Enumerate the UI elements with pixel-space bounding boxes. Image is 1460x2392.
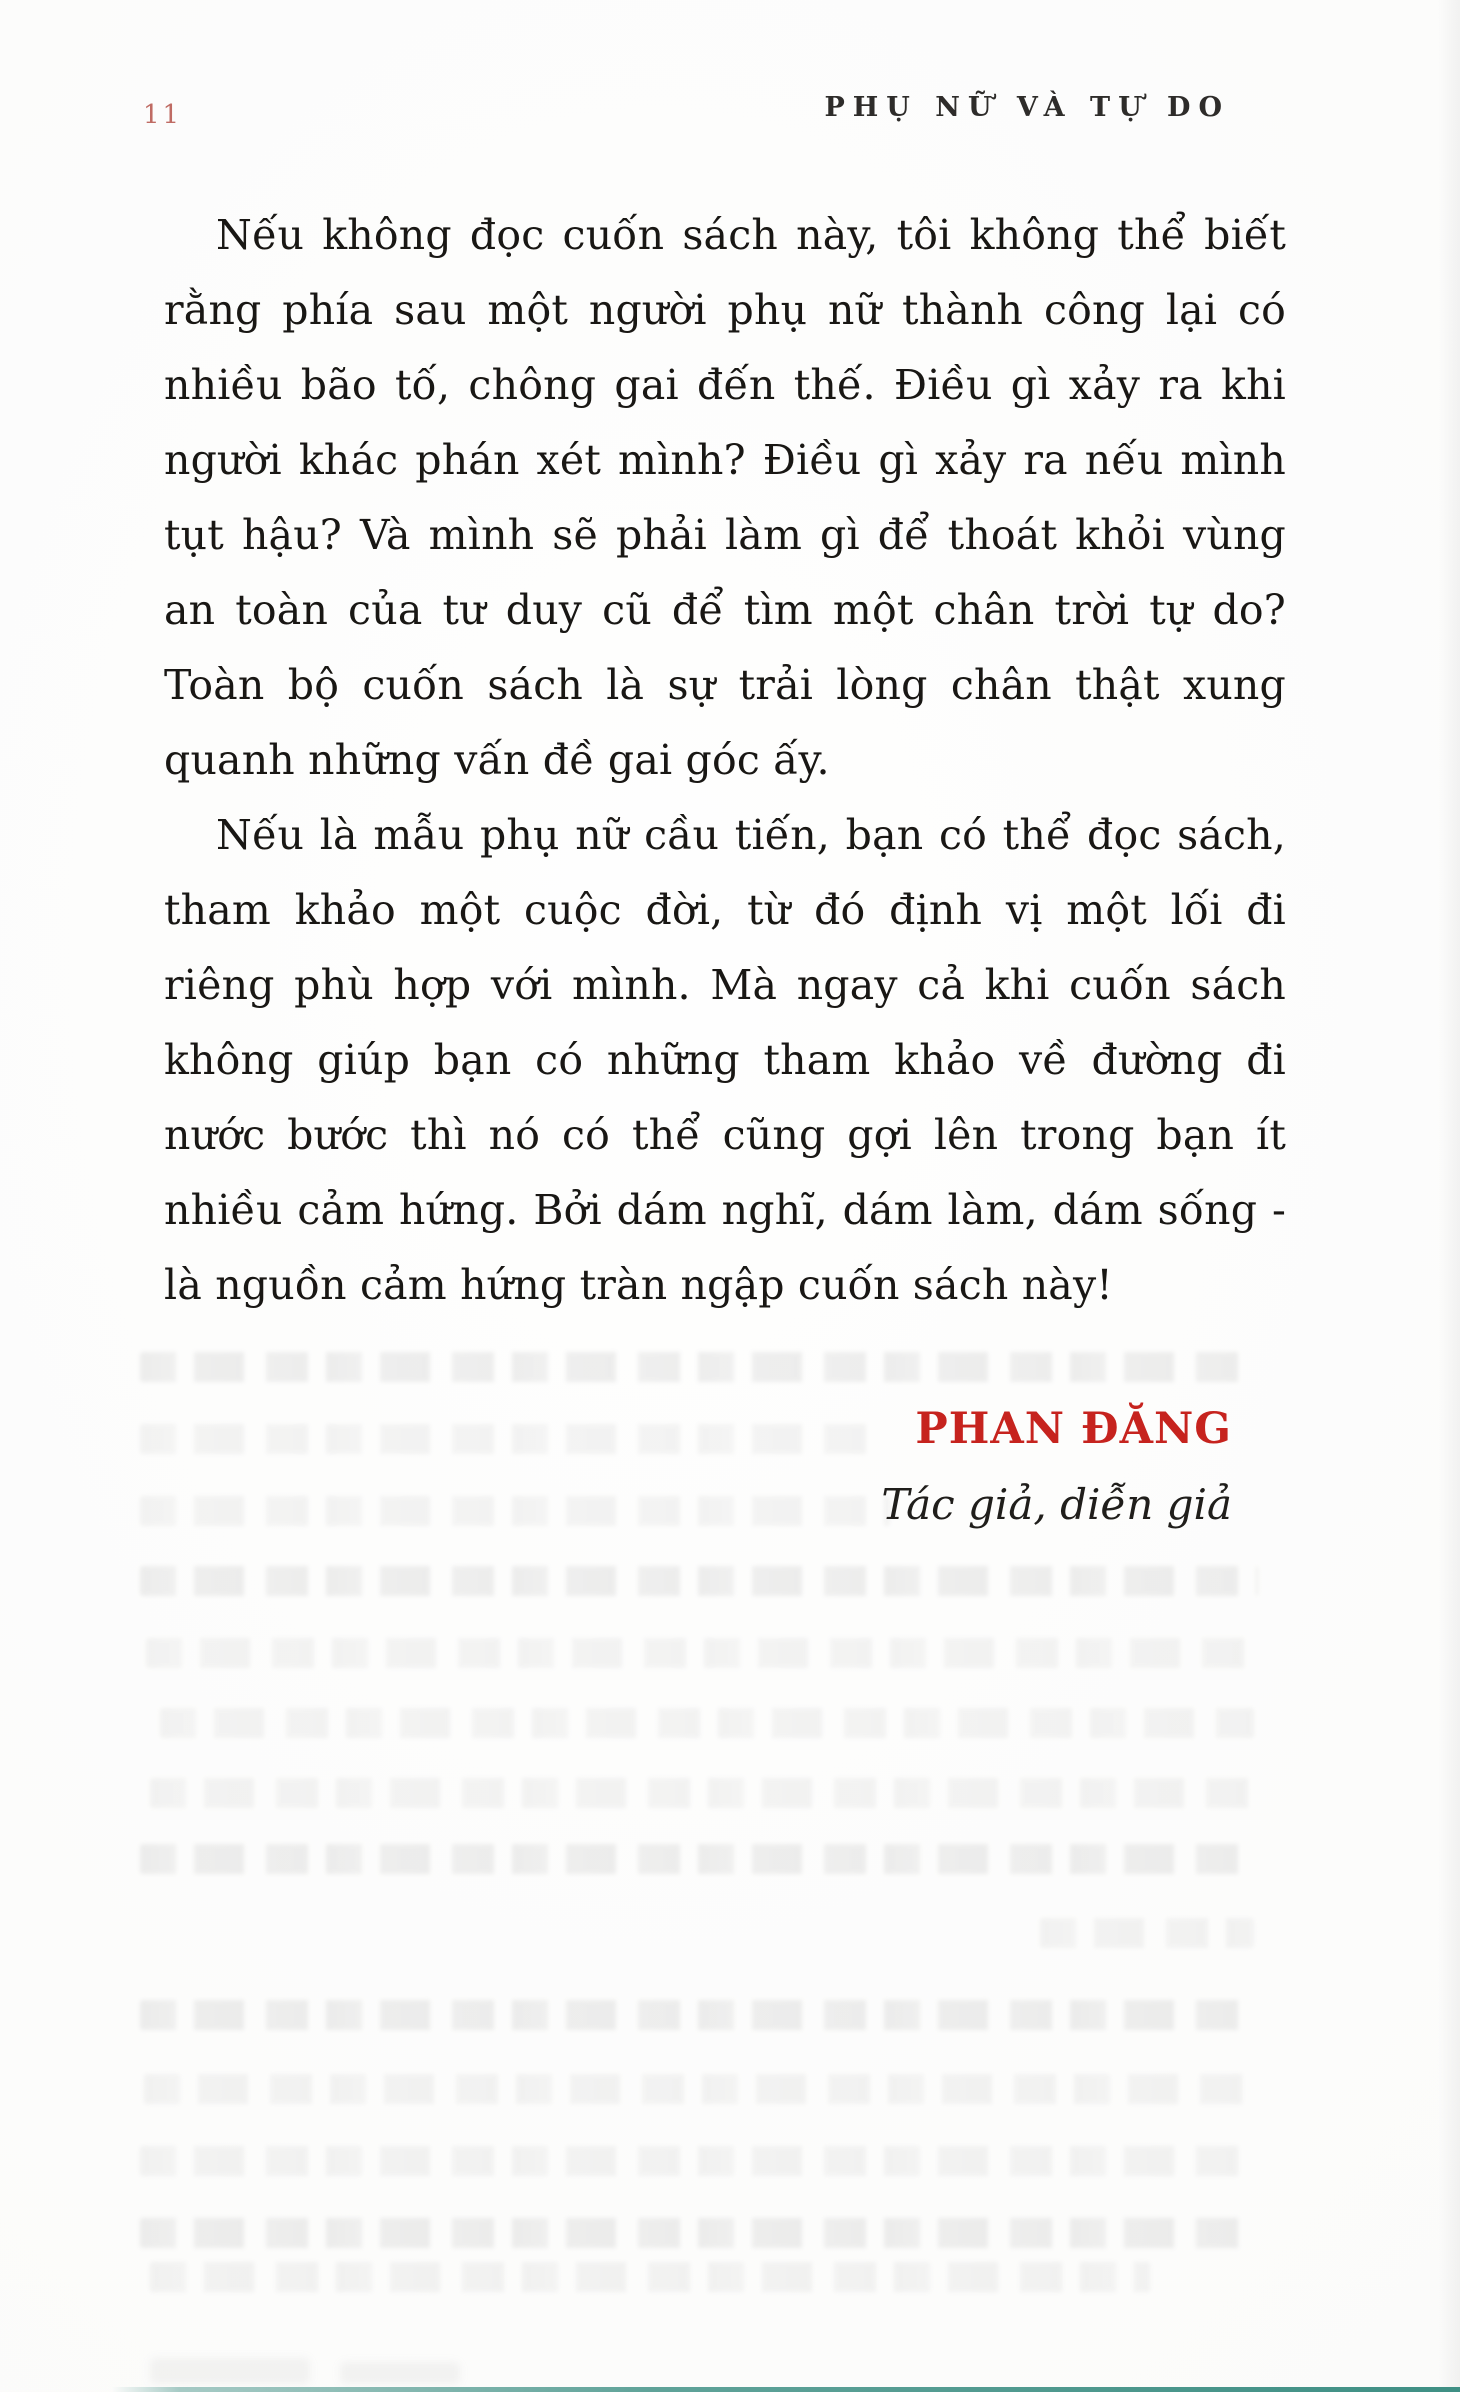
bleedthrough-text-ghost xyxy=(140,2146,1254,2176)
author-role: Tác giả, diễn giả xyxy=(881,1480,1232,1529)
body-line: quanh những vấn đề gai góc ấy. xyxy=(164,736,830,784)
book-cover-edge xyxy=(112,2387,1460,2392)
body-line: tụt hậu? Và mình sẽ phải làm gì để thoát khỏi vùng xyxy=(164,511,1286,559)
bleedthrough-text-ghost xyxy=(140,1496,890,1526)
bleedthrough-text-ghost xyxy=(144,2074,1254,2104)
page-edge-smudge xyxy=(340,2362,460,2384)
bleedthrough-text-ghost xyxy=(140,1566,1258,1596)
page-edge-smudge xyxy=(150,2358,310,2384)
body-line: rằng phía sau một người phụ nữ thành công lại có xyxy=(164,286,1286,334)
bleedthrough-text-ghost xyxy=(160,1708,1254,1738)
body-line: người khác phán xét mình? Điều gì xảy ra nếu mình xyxy=(164,436,1286,484)
body-line: nhiều cảm hứng. Bởi dám nghĩ, dám làm, dám sống - xyxy=(164,1186,1286,1234)
body-line: là nguồn cảm hứng tràn ngập cuốn sách này! xyxy=(164,1261,1113,1309)
body-line: an toàn của tư duy cũ để tìm một chân trời tự do? xyxy=(164,586,1286,634)
body-text xyxy=(164,198,1286,1323)
page-curve-shadow xyxy=(1438,0,1460,2392)
bleedthrough-text-ghost xyxy=(150,1778,1254,1808)
body-line: riêng phù hợp với mình. Mà ngay cả khi cuốn sách xyxy=(164,961,1286,1009)
page-number: 11 xyxy=(143,100,183,130)
body-line: nước bước thì nó có thể cũng gợi lên trong bạn ít xyxy=(164,1111,1286,1159)
bleedthrough-text-ghost xyxy=(140,2218,1254,2248)
body-line: Nếu là mẫu phụ nữ cầu tiến, bạn có thể đọc sách, xyxy=(216,811,1286,859)
body-line: nhiều bão tố, chông gai đến thế. Điều gì xảy ra khi xyxy=(164,361,1286,409)
author-signature xyxy=(881,1404,1232,1529)
body-line: tham khảo một cuộc đời, từ đó định vị một lối đi xyxy=(164,886,1286,934)
body-line: Toàn bộ cuốn sách là sự trải lòng chân thật xung xyxy=(164,661,1286,709)
bleedthrough-text-ghost xyxy=(150,2262,1150,2292)
body-line: không giúp bạn có những tham khảo về đường đi xyxy=(164,1036,1286,1084)
bleedthrough-text-ghost xyxy=(146,1638,1254,1668)
bleedthrough-text-ghost xyxy=(140,1352,1250,1382)
bleedthrough-text-ghost xyxy=(140,2000,1254,2030)
bleedthrough-text-ghost xyxy=(140,1844,1254,1874)
bleedthrough-text-ghost xyxy=(140,1424,870,1454)
running-header: PHỤ NỮ VÀ TỰ DO xyxy=(824,92,1230,123)
bleedthrough-text-ghost xyxy=(1040,1918,1254,1948)
author-name: PHAN ĐĂNG xyxy=(915,1404,1232,1454)
body-line: Nếu không đọc cuốn sách này, tôi không thể biết xyxy=(216,211,1286,259)
